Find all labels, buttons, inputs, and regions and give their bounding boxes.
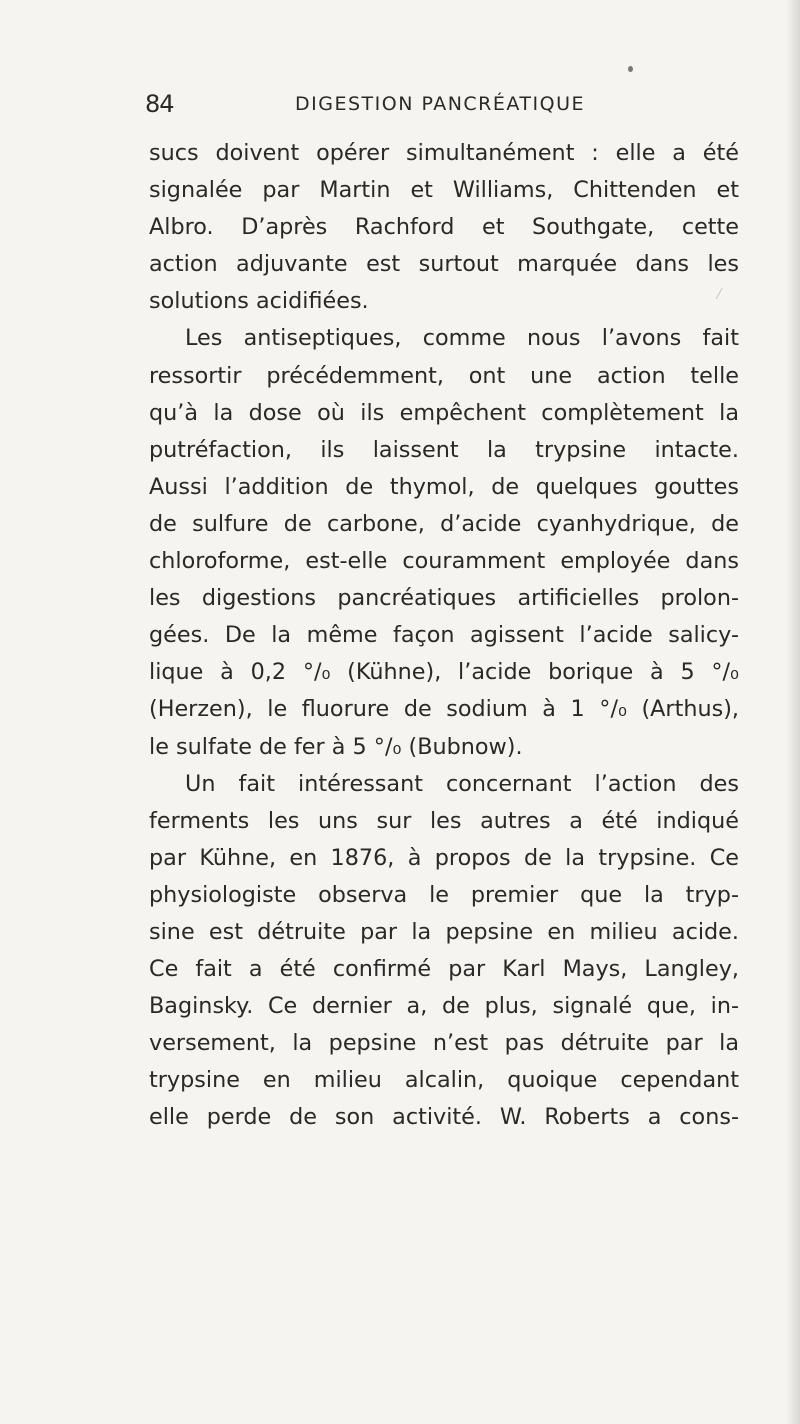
page-number: 84 (145, 90, 174, 118)
body-text (149, 135, 739, 1137)
paragraph-start-line: Un fait intéressant concernant l’action des (185, 770, 739, 797)
text-line: qu’à la dose où ils empêchent complètement la (149, 399, 739, 426)
text-line: solutions acidifiées. (149, 288, 369, 315)
page-edge-shadow (786, 0, 800, 1424)
text-line: (Herzen), le fluorure de sodium à 1 °/₀ (Arthus), (149, 696, 739, 723)
text-line: les digestions pancréatiques artificielles prolon- (149, 585, 739, 612)
text-line: Ce fait a été confirmé par Karl Mays, Langley, (149, 956, 739, 983)
printing-speck (628, 66, 633, 72)
text-line: ressortir précédemment, ont une action telle (149, 362, 739, 389)
text-line: action adjuvante est surtout marquée dans les (149, 251, 739, 278)
text-line: physiologiste observa le premier que la tryp- (149, 881, 739, 908)
text-line: signalée par Martin et Williams, Chittenden et (149, 177, 739, 204)
text-line: Aussi l’addition de thymol, de quelques gouttes (149, 473, 739, 500)
text-line: trypsine en milieu alcalin, quoique cependant (149, 1067, 739, 1094)
text-line: par Kühne, en 1876, à propos de la trypsine. Ce (149, 844, 739, 871)
text-line: elle perde de son activité. W. Roberts a cons- (149, 1104, 739, 1131)
text-line: putréfaction, ils laissent la trypsine intacte. (149, 436, 739, 463)
text-line: gées. De la même façon agissent l’acide salicy- (149, 622, 739, 649)
paragraph-start-line: Les antiseptiques, comme nous l’avons fait (185, 325, 739, 352)
text-line: versement, la pepsine n’est pas détruite par la (149, 1030, 739, 1057)
text-line: sucs doivent opérer simultanément : elle a été (149, 140, 739, 166)
text-line: sine est détruite par la pepsine en milieu acide. (149, 918, 739, 945)
text-line: Albro. D’après Rachford et Southgate, cette (149, 214, 739, 241)
text-line: lique à 0,2 °/₀ (Kühne), l’acide borique à 5 °/₀ (149, 659, 739, 686)
text-line: de sulfure de carbone, d’acide cyanhydrique, de (149, 510, 739, 537)
text-line: Baginsky. Ce dernier a, de plus, signalé que, in- (149, 993, 739, 1020)
running-head: DIGESTION PANCRÉATIQUE (295, 93, 585, 115)
text-line: chloroforme, est-elle couramment employée dans (149, 548, 739, 575)
text-line: le sulfate de fer à 5 °/₀ (Bubnow). (149, 733, 523, 760)
text-line: ferments les uns sur les autres a été indiqué (149, 807, 739, 834)
